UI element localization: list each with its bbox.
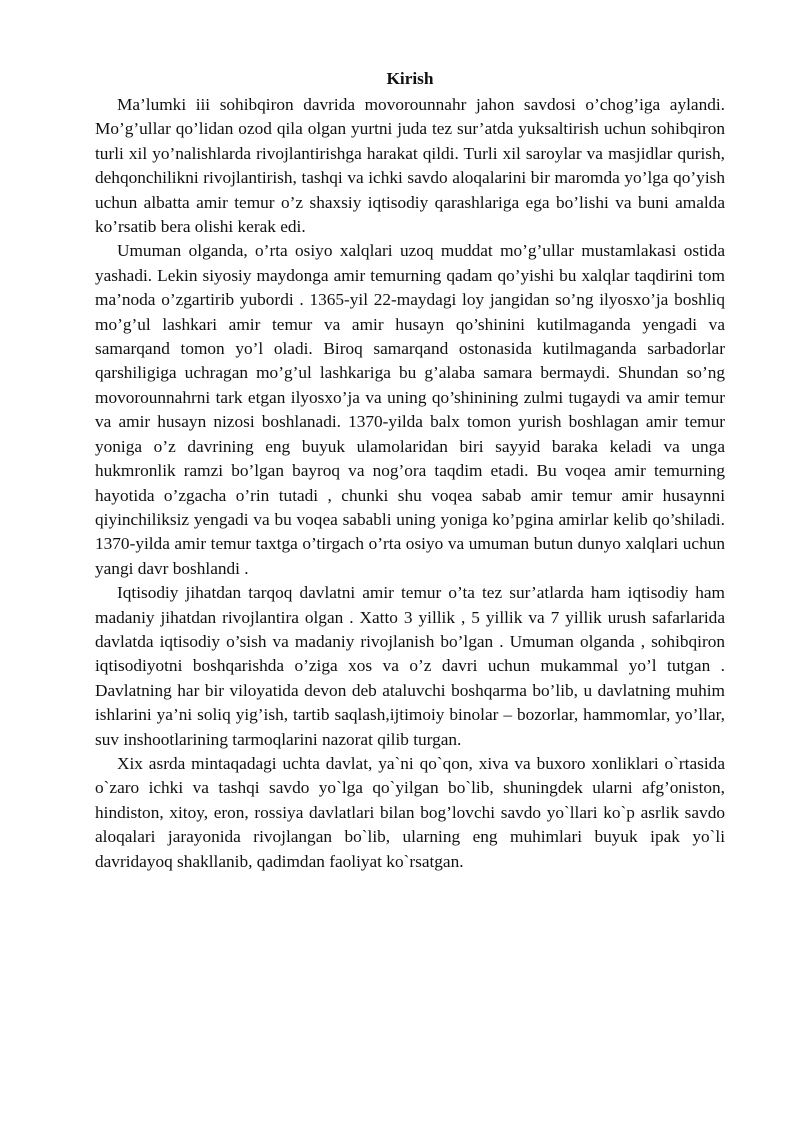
- document-title: Kirish: [386, 69, 434, 88]
- paragraph-2: Umuman olganda, o’rta osiyo xalqlari uzoq muddat mo’g’ullar mustamlakasi ostida yashadi. Lekin siyosiy maydonga amir temurning qadam qo’yishi bu xalqlar taqdirini tom ma’noda o’zgartirib yubordi . 1365-yil 22-maydagi loy jangidan so’ng ilyosxo’ja boshliq mo’g’ul lashkari amir temur va amir husayn qo’shinini kutilmaganda yengadi va samarqand tomon yo’l oladi. Biroq samarqand ostonasida kutilmaganda sarbadorlar qarshiligiga uchragan mo’g’ul lashkariga bu g’alaba samara bermaydi. Shundan so’ng movorounnahrni tark etgan ilyosxo’ja va uning qo’shinining zulmi tugaydi va amir temur va amir husayn nizosi boshlanadi. 1370-yilda balx tomon yurish boshlagan amir temur yoniga o’z davrining eng buyuk ulamolaridan biri sayyid baraka keladi va unga hukmronlik ramzi bo’lgan bayroq va nog’ora taqdim etadi. Bu voqea amir temurning hayotida o’zgacha o’rin tutadi , chunki shu voqea sabab amir temur amir husaynni qiyinchiliksiz yengadi va bu voqea sababli uning yoniga ko’pgina amirlar kelib qo’shiladi. 1370-yilda amir temur taxtga o’tirgach o’rta osiyo va umuman butun dunyo xalqlari uchun yangi davr boshlandi .: [95, 241, 725, 578]
- document-body: [95, 67, 725, 874]
- paragraph-3: Iqtisodiy jihatdan tarqoq davlatni amir temur o’ta tez sur’atlarda ham iqtisodiy ham madaniy jihatdan rivojlantira olgan . Xatto 3 yillik , 5 yillik va 7 yillik urush safarlarida davlatda iqtisodiy o’sish va madaniy rivojlanish bo’lgan . Umuman olganda , sohibqiron iqtisodiyotni boshqarishda o’ziga xos va o’z davri uchun mukammal yo’l tutgan . Davlatning har bir viloyatida devon deb ataluvchi boshqarma bo’lib, u davlatning muhim ishlarini ya’ni soliq yig’ish, tartib saqlash,ijtimoiy binolar – bozorlar, hammomlar, yo’llar, suv inshootlarining tarmoqlarini nazorat qilib turgan.: [95, 583, 725, 749]
- paragraph-4: Xix asrda mintaqadagi uchta davlat, ya`ni qo`qon, xiva va buxoro xonliklari o`rtasida o`zaro ichki va tashqi savdo yo`lga qo`yilgan bo`lib, shuningdek ularni afg’oniston, hindiston, xitoy, eron, rossiya davlatlari bilan bog’lovchi savdo yo`llari ko`p asrlik savdo aloqalari jarayonida rivojlangan bo`lib, ularning eng muhimlari buyuk ipak yo`li davridayoq shakllanib, qadimdan faoliyat ko`rsatgan.: [95, 753, 725, 871]
- paragraph-1: Ma’lumki iii sohibqiron davrida movorounnahr jahon savdosi o’chog’iga aylandi. Mo’g’ullar qo’lidan ozod qila olgan yurtni juda tez sur’atda yuksaltirish uchun sohibqiron turli xil yo’nalishlarda rivojlantirishga harakat qildi. Turli xil saroylar va masjidlar qurish, dehqonchilikni rivojlantirish, tashqi va ichki savdo aloqalarini bir maromda yo’lga qo’yish uchun albatta amir temur o’z shaxsiy iqtisodiy qarashlariga ega bo’lishi va buni amalda ko’rsatib bera olishi kerak edi.: [95, 95, 725, 237]
